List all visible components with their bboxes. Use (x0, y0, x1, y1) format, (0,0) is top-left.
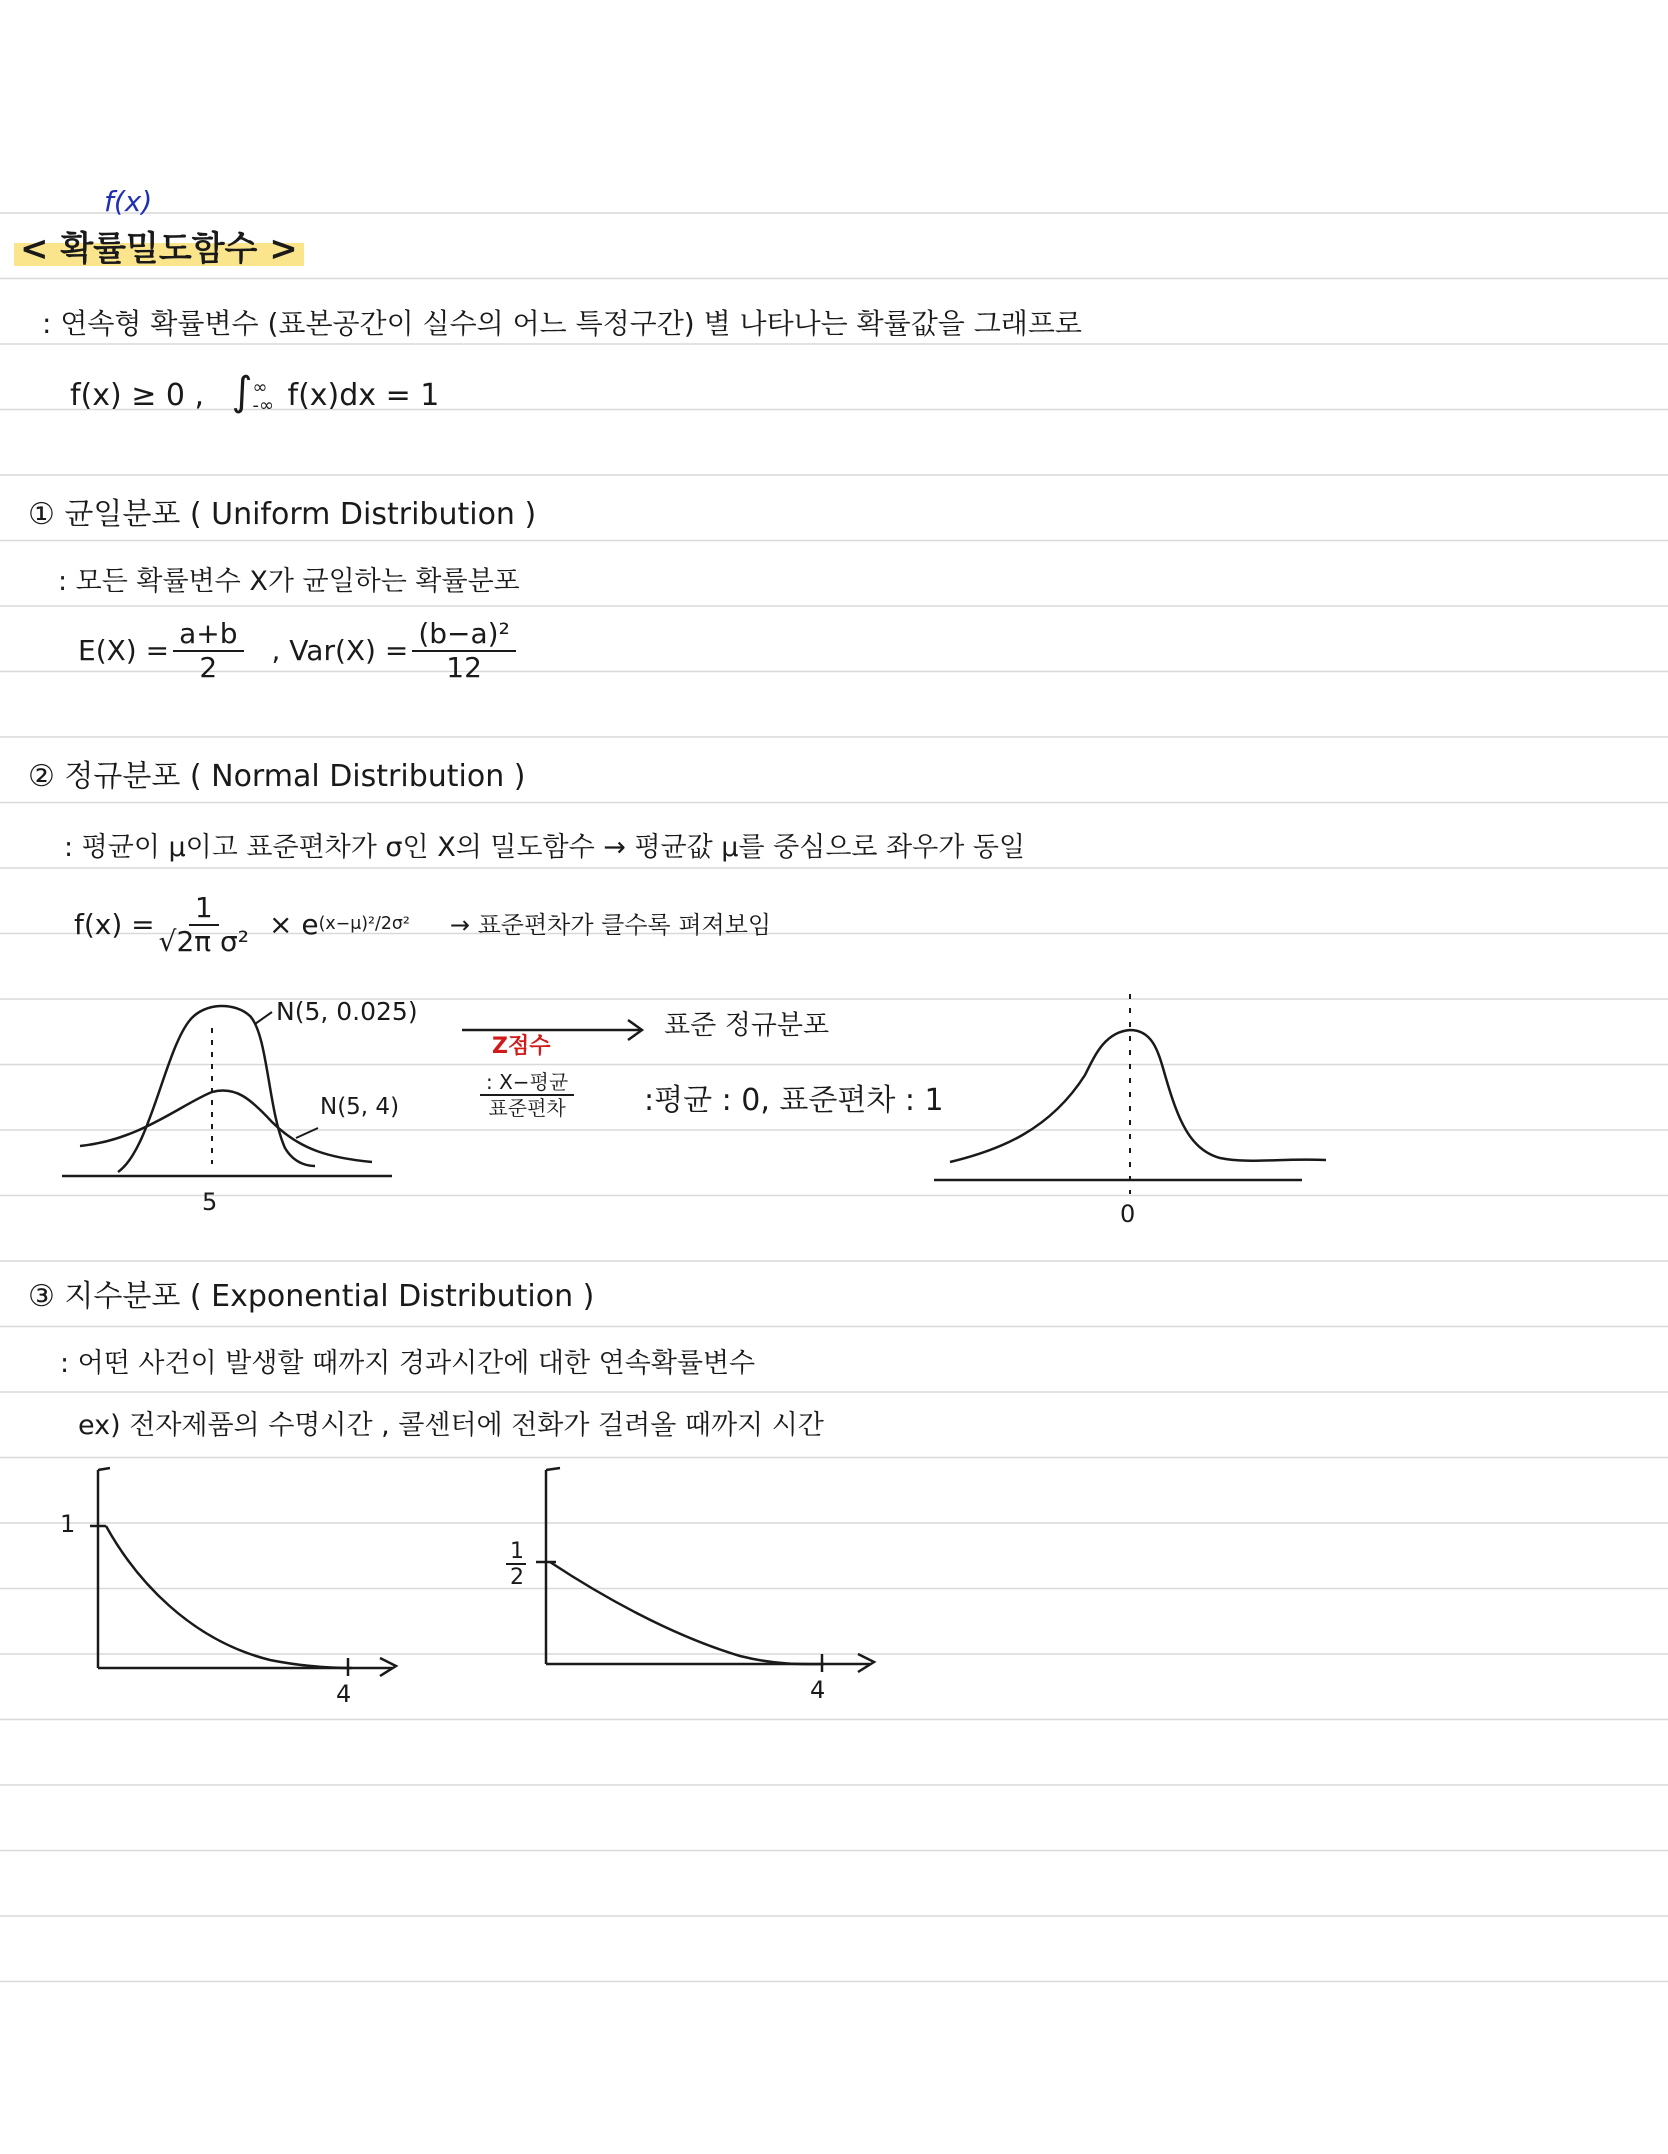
exp1-x-tick: 4 (336, 1680, 352, 1708)
variance-label: , Var(X) = (271, 634, 409, 667)
normal-formula (74, 891, 772, 958)
normal-fraction (158, 891, 250, 958)
uniform-formula (78, 617, 520, 684)
title-highlight: < 확률밀도함수 > (14, 229, 304, 269)
integral-lower: -∞ (252, 394, 274, 416)
z-fraction (480, 1072, 574, 1118)
z-score-label: Z점수 (492, 1034, 551, 1059)
standard-normal-desc: :평균 : 0, 표준편차 : 1 (644, 1083, 944, 1118)
exp2-y-tick-den: 2 (510, 1565, 524, 1590)
fx-annotation: f(x) (104, 185, 153, 218)
expectation-denominator: 2 (199, 651, 218, 684)
exp1-y-tick: 1 (60, 1510, 76, 1538)
std-tick-0: 0 (1120, 1200, 1136, 1228)
variance-fraction (412, 617, 515, 684)
integral-upper: ∞ (252, 376, 268, 398)
z-transform-arrow (460, 1010, 660, 1050)
variance-numerator: (b−a)² (412, 620, 515, 652)
expectation-fraction (173, 617, 243, 684)
normal-fx-label: f(x) = (74, 908, 155, 941)
normal-description: : 평균이 μ이고 표준편차가 σ인 X의 밀도함수 → 평균값 μ를 중심으로 좌우가 동일 (64, 832, 1026, 863)
normal-heading: ② 정규분포 ( Normal Distribution ) (28, 759, 526, 794)
page-title (14, 229, 304, 269)
z-formula (476, 1072, 578, 1118)
exp1-curve (106, 1526, 352, 1668)
standard-normal-label: 표준 정규분포 (664, 1010, 830, 1041)
uniform-description: : 모든 확률변수 X가 균일하는 확률분포 (58, 566, 520, 597)
exponential-description: : 어떤 사건이 발생할 때까지 경과시간에 대한 연속확률변수 (60, 1348, 756, 1379)
label-pointer-1 (255, 1012, 272, 1024)
normal-exp-base: × e (269, 908, 319, 941)
exp2-curve (550, 1562, 824, 1664)
z-numerator: : X−평균 (480, 1072, 574, 1096)
curve-label-narrow: N(5, 0.025) (276, 997, 418, 1026)
pdf-condition-left: f(x) ≥ 0 , (70, 378, 205, 413)
normal-denominator: √2π σ² (158, 925, 250, 958)
integral-sign: ∫ (231, 369, 253, 415)
label-pointer-2 (296, 1128, 318, 1138)
exponential-example: ex) 전자제품의 수명시간 , 콜센터에 전화가 걸려올 때까지 시간 (78, 1410, 824, 1441)
normal-note: → 표준편차가 클수록 펴져보임 (449, 911, 772, 939)
variance-denominator: 12 (446, 651, 482, 684)
normal-tick-5: 5 (202, 1188, 218, 1216)
narrow-normal-curve (118, 1006, 315, 1172)
normal-curves-plot (0, 990, 460, 1220)
pdf-condition (70, 369, 440, 416)
uniform-heading: ① 균일분포 ( Uniform Distribution ) (28, 497, 537, 532)
expectation-numerator: a+b (173, 620, 243, 652)
exp2-y-tick-num: 1 (510, 1539, 524, 1564)
std-normal-curve (950, 1030, 1326, 1162)
exponential-plot-1 (40, 1460, 420, 1710)
pdf-definition: : 연속형 확률변수 (표본공간이 실수의 어느 특정구간) 별 나타나는 확률값을 그래프로 (42, 307, 1082, 340)
z-denominator: 표준편차 (488, 1096, 566, 1120)
curve-label-wide: N(5, 4) (320, 1094, 400, 1120)
expectation-label: E(X) = (78, 634, 170, 667)
normal-numerator: 1 (189, 894, 219, 926)
normal-exponent: (x−μ)²/2σ² (318, 914, 410, 935)
exponential-plot-2 (480, 1460, 880, 1710)
exponential-heading: ③ 지수분포 ( Exponential Distribution ) (28, 1279, 595, 1314)
pdf-condition-right: f(x)dx = 1 (287, 378, 440, 413)
exp2-x-tick: 4 (810, 1676, 826, 1704)
standard-normal-plot (920, 980, 1340, 1240)
